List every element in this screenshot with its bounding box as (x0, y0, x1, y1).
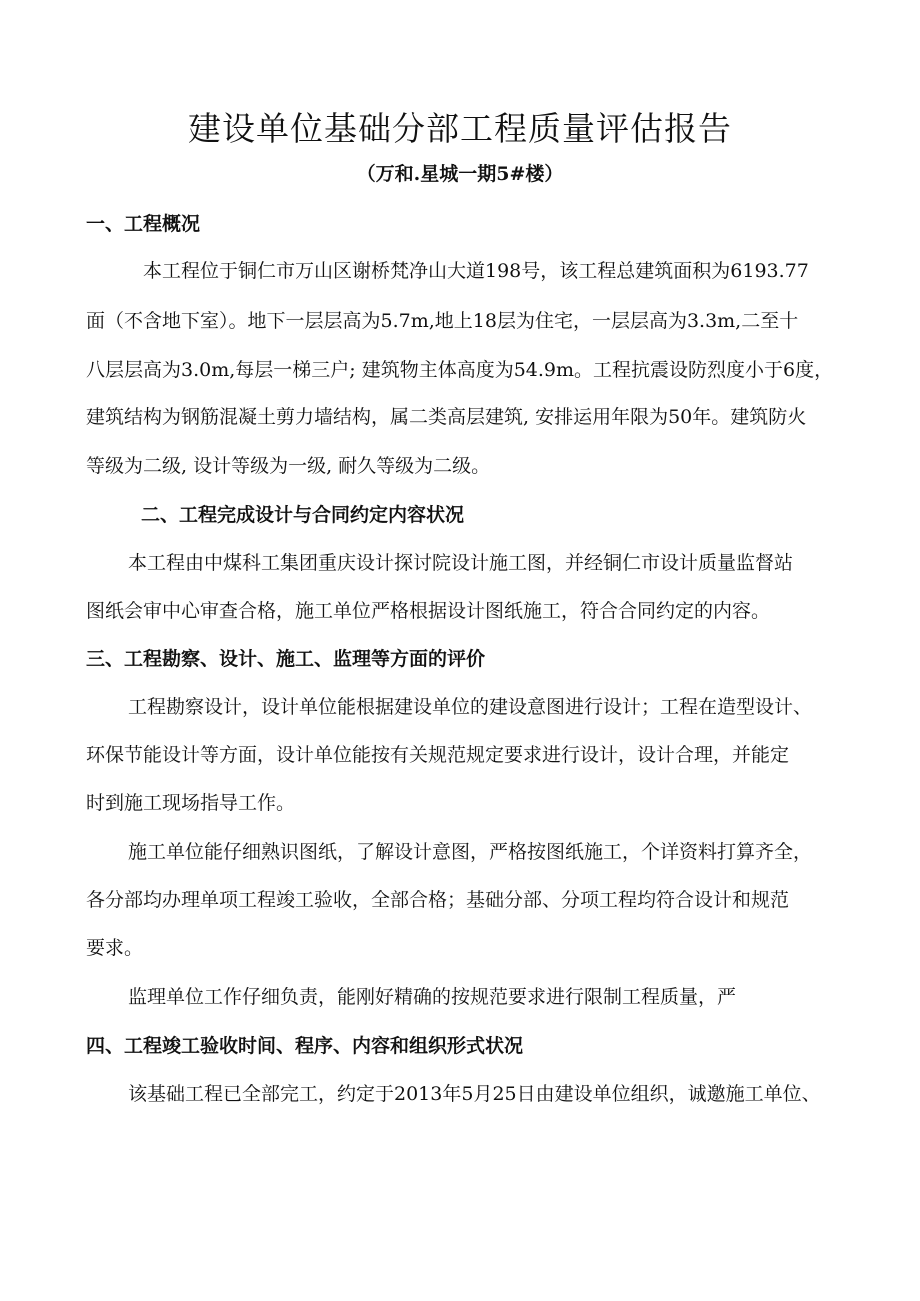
paragraph-line: 本工程由中煤科工集团重庆设计探讨院设计施工图，并经铜仁市设计质量监督站 (128, 552, 794, 574)
section-heading-evaluation: 三、工程勘察、设计、施工、监理等方面的评价 (86, 648, 486, 670)
paragraph-line: 施工单位能仔细熟识图纸，了解设计意图，严格按图纸施工，个详资料打算齐全， (128, 841, 813, 863)
paragraph-line: 该基础工程已全部完工，约定于2013年5月25日由建设单位组织，诚邀施工单位、 (128, 1083, 821, 1105)
document-subtitle: （万和.星城一期5#楼） (356, 163, 564, 185)
paragraph-line: 本工程位于铜仁市万山区谢桥梵净山大道198号，该工程总建筑面积为6193.77 (143, 260, 809, 282)
section-heading-acceptance: 四、工程竣工验收时间、程序、内容和组织形式状况 (86, 1035, 524, 1057)
paragraph-line: 工程勘察设计，设计单位能根据建设单位的建设意图进行设计；工程在造型设计、 (128, 696, 813, 718)
paragraph-line: 各分部均办理单项工程竣工验收，全部合格；基础分部、分项工程均符合设计和规范 (86, 889, 790, 911)
paragraph-line: 监理单位工作仔细负责，能刚好精确的按规范要求进行限制工程质量，严 (128, 986, 737, 1008)
paragraph-line: 面（不含地下室）。地下一层层高为5.7m,地上18层为住宅，一层层高为3.3m,二至十 (86, 310, 799, 332)
document-title: 建设单位基础分部工程质量评估报告 (188, 109, 732, 148)
section-heading-overview: 一、工程概况 (86, 213, 201, 235)
paragraph-line: 要求。 (86, 937, 144, 959)
paragraph-line: 时到施工现场指导工作。 (86, 792, 296, 814)
section-heading-design-contract: 二、工程完成设计与合同约定内容状况 (141, 504, 465, 526)
paragraph-line: 环保节能设计等方面，设计单位能按有关规范规定要求进行设计，设计合理，并能定 (86, 744, 790, 766)
paragraph-line: 图纸会审中心审查合格，施工单位严格根据设计图纸施工，符合合同约定的内容。 (86, 600, 771, 622)
paragraph-line: 建筑结构为钢筋混凝土剪力墙结构，属二类高层建筑, 安排运用年限为50年。建筑防火 (86, 406, 807, 428)
paragraph-line: 等级为二级, 设计等级为一级, 耐久等级为二级。 (86, 455, 491, 477)
paragraph-line: 八层层高为3.0m,每层一梯三户; 建筑物主体高度为54.9m。工程抗震设防烈度小于6度， (86, 359, 834, 381)
